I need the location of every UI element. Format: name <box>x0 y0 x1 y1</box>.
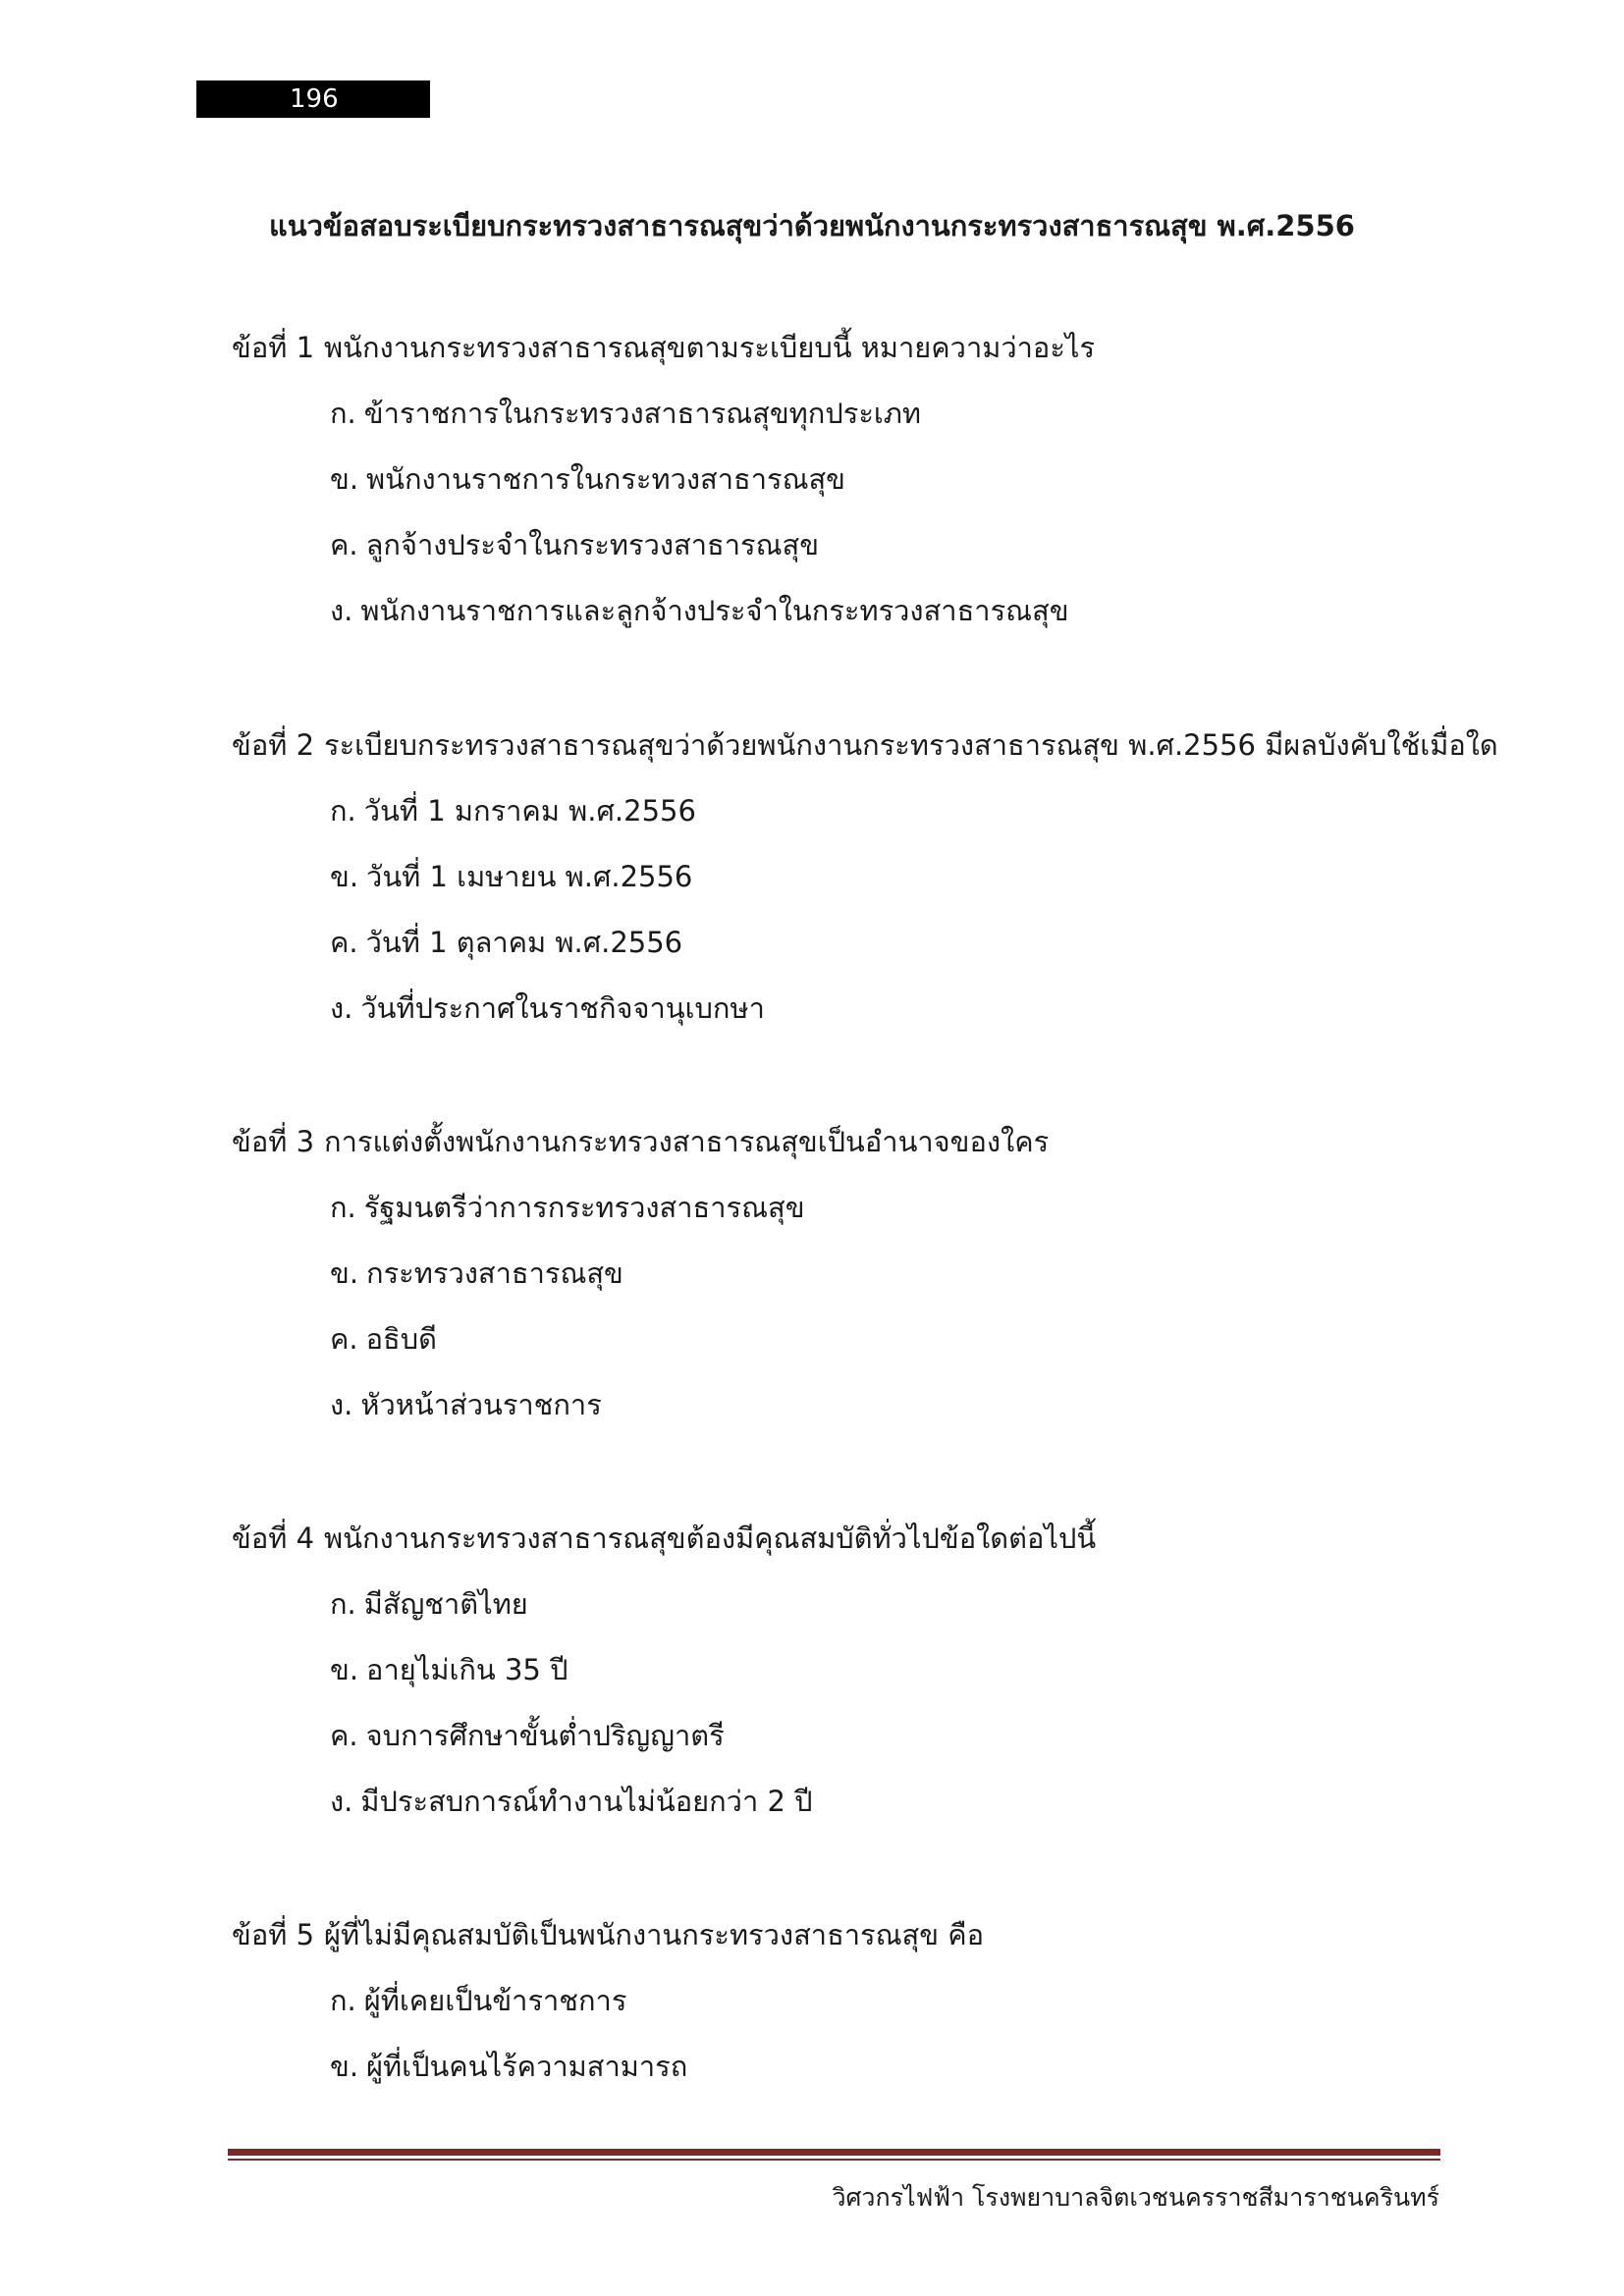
option-item <box>330 591 1428 630</box>
option-text: หัวหน้าส่วนราชการ <box>360 1388 602 1421</box>
question-text <box>232 725 1498 765</box>
option-text: มีสัญชาติไทย <box>363 1587 528 1621</box>
option-item <box>330 2047 1428 2086</box>
option-text: กระทรวงสาธารณสุข <box>366 1256 623 1290</box>
option-item <box>330 394 1428 433</box>
option-text: อายุไม่เกิน 35 ปี <box>366 1653 568 1686</box>
question-text <box>232 1122 1428 1161</box>
option-text: อธิบดี <box>365 1322 437 1356</box>
option-label: ค. <box>330 528 358 561</box>
option-label: ก. <box>330 1587 356 1621</box>
option-label: ข. <box>330 1653 359 1686</box>
option-item <box>330 1716 1428 1755</box>
footer-divider-thin <box>228 2159 1440 2161</box>
option-item <box>330 988 1428 1028</box>
option-text: วันที่ประกาศในราชกิจจานุเบกษา <box>360 991 765 1025</box>
option-text: ผู้ที่เคยเป็นข้าราชการ <box>363 1984 627 2017</box>
question-label: ข้อที่ 1 <box>232 331 315 364</box>
option-item <box>330 923 1428 962</box>
option-item <box>330 459 1428 499</box>
option-item <box>330 1188 1428 1227</box>
question-text <box>232 1519 1428 1558</box>
document-title: แนวข้อสอบระเบียบกระทรวงสาธารณสุขว่าด้วยพนักงานกระทรวงสาธารณสุข พ.ศ.2556 <box>269 209 1355 242</box>
option-text: วันที่ 1 ตุลาคม พ.ศ.2556 <box>365 926 683 959</box>
option-label: ข. <box>330 462 359 496</box>
option-label: ง. <box>330 594 353 627</box>
question-label: ข้อที่ 4 <box>232 1522 315 1555</box>
option-label: ง. <box>330 991 353 1025</box>
option-text: ผู้ที่เป็นคนไร้ความสามารถ <box>366 2050 688 2083</box>
option-label: ข. <box>330 2050 359 2083</box>
question-4 <box>232 1519 1428 1821</box>
question-body: การแต่งตั้งพนักงานกระทรวงสาธารณสุขเป็นอำนาจของใคร <box>324 1125 1050 1158</box>
question-body: ผู้ที่ไม่มีคุณสมบัติเป็นพนักงานกระทรวงสาธารณสุข คือ <box>324 1918 985 1951</box>
option-item <box>330 1650 1428 1689</box>
option-item <box>330 1981 1428 2020</box>
option-label: ก. <box>330 1984 356 2017</box>
option-label: ง. <box>330 1785 353 1818</box>
option-item <box>330 791 1428 830</box>
footer-divider <box>228 2149 1440 2156</box>
option-label: ข. <box>330 860 359 893</box>
option-text: รัฐมนตรีว่าการกระทรวงสาธารณสุข <box>363 1191 805 1224</box>
question-3 <box>232 1122 1428 1424</box>
option-text: มีประสบการณ์ทำงานไม่น้อยกว่า 2 ปี <box>360 1785 813 1818</box>
question-label: ข้อที่ 5 <box>232 1918 315 1951</box>
footer-text: วิศวกรไฟฟ้า โรงพยาบาลจิตเวชนครราชสีมาราชนครินทร์ <box>832 2183 1439 2212</box>
option-item <box>330 525 1428 564</box>
option-item <box>330 1385 1428 1424</box>
question-2 <box>232 725 1498 1028</box>
option-label: ค. <box>330 1322 358 1356</box>
option-label: ข. <box>330 1256 359 1290</box>
question-body: พนักงานกระทรวงสาธารณสุขตามระเบียบนี้ หมายความว่าอะไร <box>324 331 1096 364</box>
option-label: ค. <box>330 1719 358 1752</box>
option-item <box>330 857 1428 896</box>
option-item <box>330 1254 1428 1293</box>
option-text: ลูกจ้างประจำในกระทรวงสาธารณสุข <box>365 528 820 561</box>
question-label: ข้อที่ 2 <box>232 728 315 762</box>
option-text: ข้าราชการในกระทรวงสาธารณสุขทุกประเภท <box>363 397 922 430</box>
question-5 <box>232 1915 1428 2086</box>
question-text <box>232 328 1428 367</box>
option-label: ก. <box>330 794 356 828</box>
option-text: วันที่ 1 เมษายน พ.ศ.2556 <box>366 860 693 893</box>
question-label: ข้อที่ 3 <box>232 1125 315 1158</box>
option-item <box>330 1584 1428 1624</box>
question-1 <box>232 328 1428 630</box>
question-body: ระเบียบกระทรวงสาธารณสุขว่าด้วยพนักงานกระทรวงสาธารณสุข พ.ศ.2556 มีผลบังคับใช้เมื่อใด <box>324 728 1498 762</box>
page-number: 196 <box>196 80 430 118</box>
option-label: ง. <box>330 1388 353 1421</box>
option-text: วันที่ 1 มกราคม พ.ศ.2556 <box>363 794 696 828</box>
option-label: ค. <box>330 926 358 959</box>
option-text: จบการศึกษาขั้นต่ำปริญญาตรี <box>365 1719 725 1752</box>
option-text: พนักงานราชการในกระทวงสาธารณสุข <box>366 462 846 496</box>
option-item <box>330 1782 1428 1821</box>
question-body: พนักงานกระทรวงสาธารณสุขต้องมีคุณสมบัติทั่วไปข้อใดต่อไปนี้ <box>324 1522 1097 1555</box>
question-text <box>232 1915 1428 1954</box>
option-text: พนักงานราชการและลูกจ้างประจำในกระทรวงสาธารณสุข <box>360 594 1069 627</box>
option-item <box>330 1319 1428 1359</box>
option-label: ก. <box>330 1191 356 1224</box>
option-label: ก. <box>330 397 356 430</box>
